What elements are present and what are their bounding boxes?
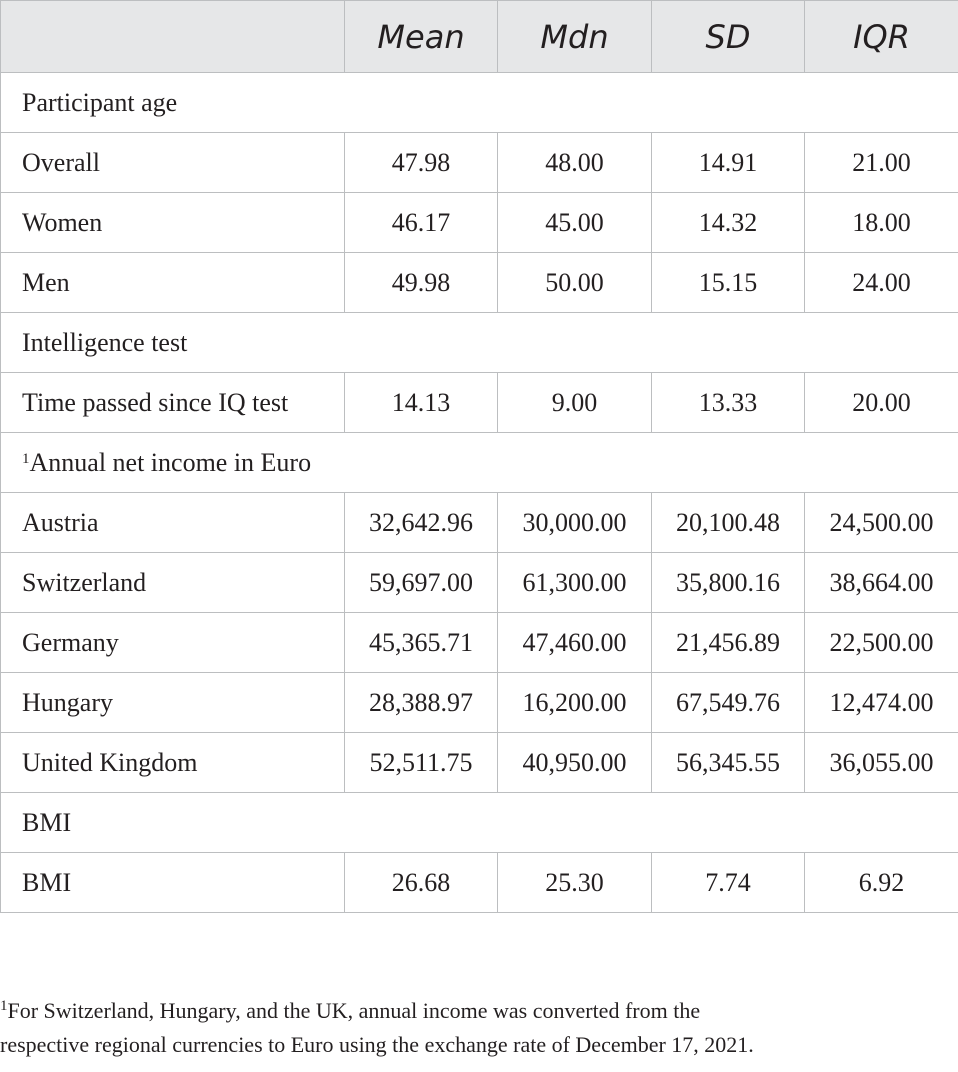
- cell-sd: 67,549.76: [652, 673, 805, 733]
- row-label: Germany: [1, 613, 345, 673]
- cell-iqr: 24,500.00: [805, 493, 958, 553]
- row-label: Women: [1, 193, 345, 253]
- header-mean: Mean: [345, 1, 498, 73]
- cell-sd: 20,100.48: [652, 493, 805, 553]
- header-mdn: Mdn: [498, 1, 652, 73]
- section-title: [1, 433, 958, 493]
- cell-mdn: 61,300.00: [498, 553, 652, 613]
- cell-mean: 32,642.96: [345, 493, 498, 553]
- cell-iqr: 6.92: [805, 853, 958, 913]
- header-blank-cell: [1, 1, 345, 73]
- table-row: [1, 613, 958, 673]
- section-title: [1, 73, 958, 133]
- row-label: Austria: [1, 493, 345, 553]
- header-sd: SD: [652, 1, 805, 73]
- cell-iqr: 38,664.00: [805, 553, 958, 613]
- cell-sd: 14.32: [652, 193, 805, 253]
- section-row: [1, 793, 958, 853]
- table-row: [1, 193, 958, 253]
- cell-mdn: 16,200.00: [498, 673, 652, 733]
- section-title: [1, 313, 958, 373]
- cell-mean: 49.98: [345, 253, 498, 313]
- header-iqr: IQR: [805, 1, 958, 73]
- section-row: [1, 433, 958, 493]
- cell-iqr: 12,474.00: [805, 673, 958, 733]
- cell-mean: 46.17: [345, 193, 498, 253]
- cell-mean: 59,697.00: [345, 553, 498, 613]
- table-row: [1, 733, 958, 793]
- row-label: Overall: [1, 133, 345, 193]
- section-footnote-mark: 1: [22, 450, 30, 467]
- cell-iqr: 24.00: [805, 253, 958, 313]
- table-row: [1, 853, 958, 913]
- footnote-text-1: For Switzerland, Hungary, and the UK, annual income was converted from the: [7, 998, 701, 1023]
- table-row: [1, 553, 958, 613]
- cell-mdn: 25.30: [498, 853, 652, 913]
- row-label: BMI: [1, 853, 345, 913]
- section-title-text: BMI: [22, 807, 72, 837]
- cell-sd: 21,456.89: [652, 613, 805, 673]
- cell-mean: 52,511.75: [345, 733, 498, 793]
- cell-mdn: 45.00: [498, 193, 652, 253]
- cell-mdn: 48.00: [498, 133, 652, 193]
- cell-iqr: 22,500.00: [805, 613, 958, 673]
- row-label: Switzerland: [1, 553, 345, 613]
- cell-mean: 28,388.97: [345, 673, 498, 733]
- footnote: [0, 994, 958, 1062]
- table-body: [1, 73, 958, 913]
- cell-iqr: 21.00: [805, 133, 958, 193]
- section-row: [1, 313, 958, 373]
- cell-mdn: 9.00: [498, 373, 652, 433]
- row-label: Time passed since IQ test: [1, 373, 345, 433]
- footnote-line-2: respective regional currencies to Euro using the exchange rate of December 17, 2021.: [0, 1032, 754, 1057]
- section-title-text: Annual net income in Euro: [29, 447, 312, 477]
- cell-sd: 56,345.55: [652, 733, 805, 793]
- section-title-text: Participant age: [22, 87, 178, 117]
- cell-iqr: 36,055.00: [805, 733, 958, 793]
- cell-sd: 15.15: [652, 253, 805, 313]
- cell-sd: 35,800.16: [652, 553, 805, 613]
- row-label: Hungary: [1, 673, 345, 733]
- cell-mdn: 30,000.00: [498, 493, 652, 553]
- cell-sd: 13.33: [652, 373, 805, 433]
- footnote-line-1: [0, 994, 958, 1028]
- table-row: [1, 673, 958, 733]
- table-row: [1, 253, 958, 313]
- row-label: Men: [1, 253, 345, 313]
- cell-mdn: 40,950.00: [498, 733, 652, 793]
- section-title: [1, 793, 958, 853]
- cell-iqr: 20.00: [805, 373, 958, 433]
- cell-mean: 47.98: [345, 133, 498, 193]
- row-label: United Kingdom: [1, 733, 345, 793]
- section-row: [1, 73, 958, 133]
- cell-mdn: 47,460.00: [498, 613, 652, 673]
- cell-mean: 26.68: [345, 853, 498, 913]
- table-row: [1, 493, 958, 553]
- cell-iqr: 18.00: [805, 193, 958, 253]
- footnote-mark: 1: [0, 998, 8, 1014]
- cell-mean: 14.13: [345, 373, 498, 433]
- cell-mdn: 50.00: [498, 253, 652, 313]
- table-row: [1, 373, 958, 433]
- header-row: [1, 1, 958, 73]
- cell-mean: 45,365.71: [345, 613, 498, 673]
- section-title-text: Intelligence test: [22, 327, 188, 357]
- table-row: [1, 133, 958, 193]
- cell-sd: 7.74: [652, 853, 805, 913]
- cell-sd: 14.91: [652, 133, 805, 193]
